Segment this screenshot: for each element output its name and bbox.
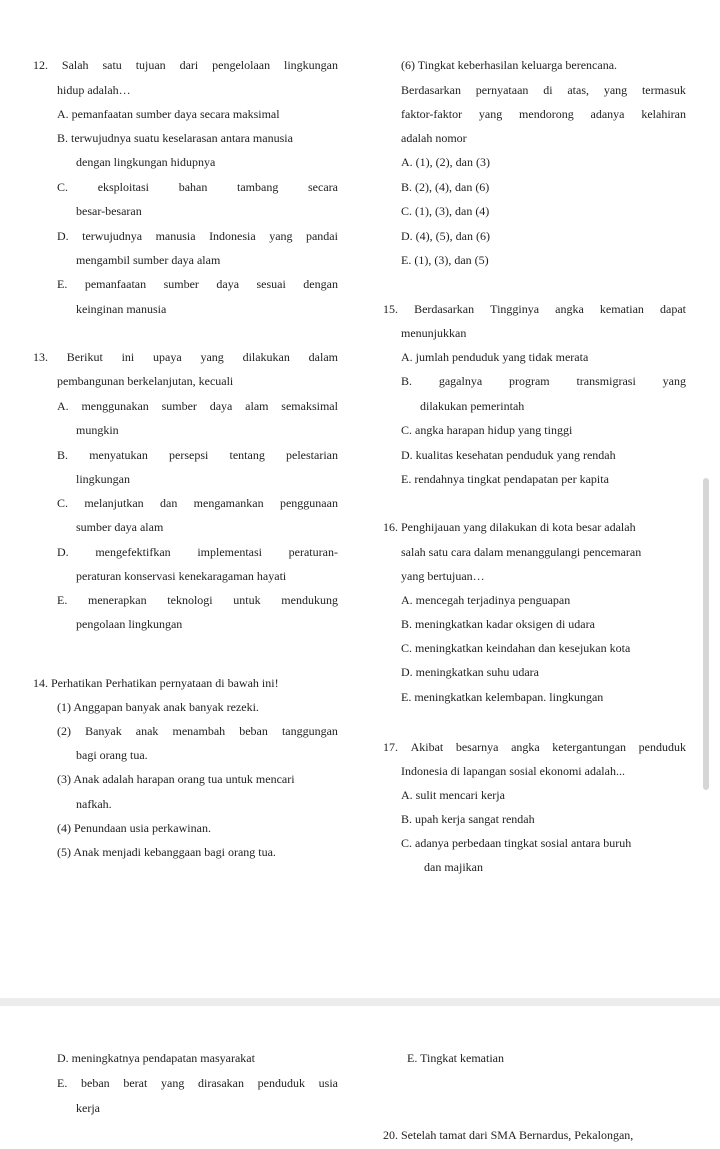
q14-question: 14. Perhatikan Perhatikan pernyataan di bawah ini! bbox=[33, 676, 279, 690]
q17-option-a[interactable]: A. sulit mencari kerja bbox=[401, 788, 505, 802]
q16-option-e[interactable]: E. meningkatkan kelembapan. lingkungan bbox=[401, 690, 604, 704]
right-option-e[interactable]: E. Tingkat kematian bbox=[407, 1051, 504, 1065]
q13-question-line-2: pembangunan berkelanjutan, kecuali bbox=[57, 374, 234, 388]
q20-question-partial: 20. Setelah tamat dari SMA Bernardus, Pekalongan, bbox=[383, 1128, 634, 1142]
q16-option-d[interactable]: D. meningkatkan suhu udara bbox=[401, 665, 539, 679]
q14-statement-3: (3) Anak adalah harapan orang tua untuk mencari bbox=[57, 772, 295, 786]
q12-option-b[interactable]: B. terwujudnya suatu keselarasan antara manusia bbox=[57, 131, 293, 145]
q14-prompt-line-2: faktor-faktor yang mendorong adanya kelahiran bbox=[401, 107, 686, 121]
q13-option-c-cont: sumber daya alam bbox=[76, 520, 164, 534]
q15-option-d[interactable]: D. kualitas kesehatan penduduk yang rendah bbox=[401, 448, 616, 462]
q13-option-e-cont: pengolaan lingkungan bbox=[76, 617, 183, 631]
q14-option-e[interactable]: E. (1), (3), dan (5) bbox=[401, 253, 489, 267]
q16-question-line-2: salah satu cara dalam menanggulangi pencemaran bbox=[401, 545, 642, 559]
q12-option-c-cont: besar-besaran bbox=[76, 204, 142, 218]
q13-option-c[interactable]: C. melanjutkan dan mengamankan penggunaan bbox=[57, 496, 338, 510]
q12-question-line-1: 12. Salah satu tujuan dari pengelolaan lingkungan bbox=[33, 58, 338, 72]
q13-option-b-cont: lingkungan bbox=[76, 472, 130, 486]
q14-option-c[interactable]: C. (1), (3), dan (4) bbox=[401, 204, 490, 218]
prev-question-option-e[interactable]: E. beban berat yang dirasakan penduduk usia bbox=[57, 1076, 338, 1090]
q17-option-c[interactable]: C. adanya perbedaan tingkat sosial antara buruh bbox=[401, 836, 632, 850]
q14-statement-2: (2) Banyak anak menambah beban tanggungan bbox=[57, 724, 338, 738]
q14-statement-2-cont: bagi orang tua. bbox=[76, 748, 148, 762]
q15-question-line-1: 15. Berdasarkan Tingginya angka kematian dapat bbox=[383, 302, 686, 316]
q13-option-b[interactable]: B. menyatukan persepsi tentang pelestarian bbox=[57, 448, 338, 462]
q16-question-line-3: yang bertujuan… bbox=[401, 569, 485, 583]
q13-option-d-cont: peraturan konservasi kenekaragaman hayati bbox=[76, 569, 287, 583]
q15-question-line-2: menunjukkan bbox=[401, 326, 467, 340]
q15-option-b[interactable]: B. gagalnya program transmigrasi yang bbox=[401, 374, 686, 388]
prev-question-option-d[interactable]: D. meningkatnya pendapatan masyarakat bbox=[57, 1051, 255, 1065]
q17-option-b[interactable]: B. upah kerja sangat rendah bbox=[401, 812, 535, 826]
q13-option-a[interactable]: A. menggunakan sumber daya alam semaksimal bbox=[57, 399, 338, 413]
q15-option-e[interactable]: E. rendahnya tingkat pendapatan per kapita bbox=[401, 472, 609, 486]
prev-question-option-e-cont: kerja bbox=[76, 1101, 100, 1115]
q13-option-d[interactable]: D. mengefektifkan implementasi peraturan- bbox=[57, 545, 338, 559]
q12-question-line-2: hidup adalah… bbox=[57, 83, 131, 97]
q12-option-d-cont: mengambil sumber daya alam bbox=[76, 253, 221, 267]
q16-option-a[interactable]: A. mencegah terjadinya penguapan bbox=[401, 593, 571, 607]
q12-option-c[interactable]: C. eksploitasi bahan tambang secara bbox=[57, 180, 338, 194]
q12-option-e[interactable]: E. pemanfaatan sumber daya sesuai dengan bbox=[57, 277, 338, 291]
q12-option-d[interactable]: D. terwujudnya manusia Indonesia yang pandai bbox=[57, 229, 338, 243]
q16-question-line-1: 16. Penghijauan yang dilakukan di kota besar adalah bbox=[383, 520, 636, 534]
q13-option-e[interactable]: E. menerapkan teknologi untuk mendukung bbox=[57, 593, 338, 607]
q17-option-c-cont: dan majikan bbox=[424, 860, 483, 874]
q14-statement-5: (5) Anak menjadi kebanggaan bagi orang tua. bbox=[57, 845, 276, 859]
q13-question-line-1: 13. Berikut ini upaya yang dilakukan dalam bbox=[33, 350, 338, 364]
q16-option-b[interactable]: B. meningkatkan kadar oksigen di udara bbox=[401, 617, 595, 631]
q14-prompt-line-1: Berdasarkan pernyataan di atas, yang termasuk bbox=[401, 83, 686, 97]
q14-option-b[interactable]: B. (2), (4), dan (6) bbox=[401, 180, 490, 194]
scrollbar-thumb[interactable] bbox=[703, 478, 709, 790]
q14-option-a[interactable]: A. (1), (2), dan (3) bbox=[401, 155, 490, 169]
q12-option-b-cont: dengan lingkungan hidupnya bbox=[76, 155, 216, 169]
q15-option-a[interactable]: A. jumlah penduduk yang tidak merata bbox=[401, 350, 589, 364]
page-2 bbox=[0, 1006, 720, 1149]
q17-question-line-2: Indonesia di lapangan sosial ekonomi adalah... bbox=[401, 764, 625, 778]
q16-option-c[interactable]: C. meningkatkan keindahan dan kesejukan kota bbox=[401, 641, 631, 655]
q13-option-a-cont: mungkin bbox=[76, 423, 119, 437]
q14-statement-6: (6) Tingkat keberhasilan keluarga berencana. bbox=[401, 58, 618, 72]
q14-prompt-line-3: adalah nomor bbox=[401, 131, 467, 145]
q15-option-c[interactable]: C. angka harapan hidup yang tinggi bbox=[401, 423, 573, 437]
q14-statement-3-cont: nafkah. bbox=[76, 797, 112, 811]
q14-statement-4: (4) Penundaan usia perkawinan. bbox=[57, 821, 211, 835]
q17-question-line-1: 17. Akibat besarnya angka ketergantungan penduduk bbox=[383, 740, 686, 754]
q14-statement-1: (1) Anggapan banyak anak banyak rezeki. bbox=[57, 700, 259, 714]
q12-option-e-cont: keinginan manusia bbox=[76, 302, 167, 316]
page-separator bbox=[0, 998, 720, 1006]
q15-option-b-cont: dilakukan pemerintah bbox=[420, 399, 525, 413]
q12-option-a[interactable]: A. pemanfaatan sumber daya secara maksimal bbox=[57, 107, 280, 121]
q14-option-d[interactable]: D. (4), (5), dan (6) bbox=[401, 229, 490, 243]
